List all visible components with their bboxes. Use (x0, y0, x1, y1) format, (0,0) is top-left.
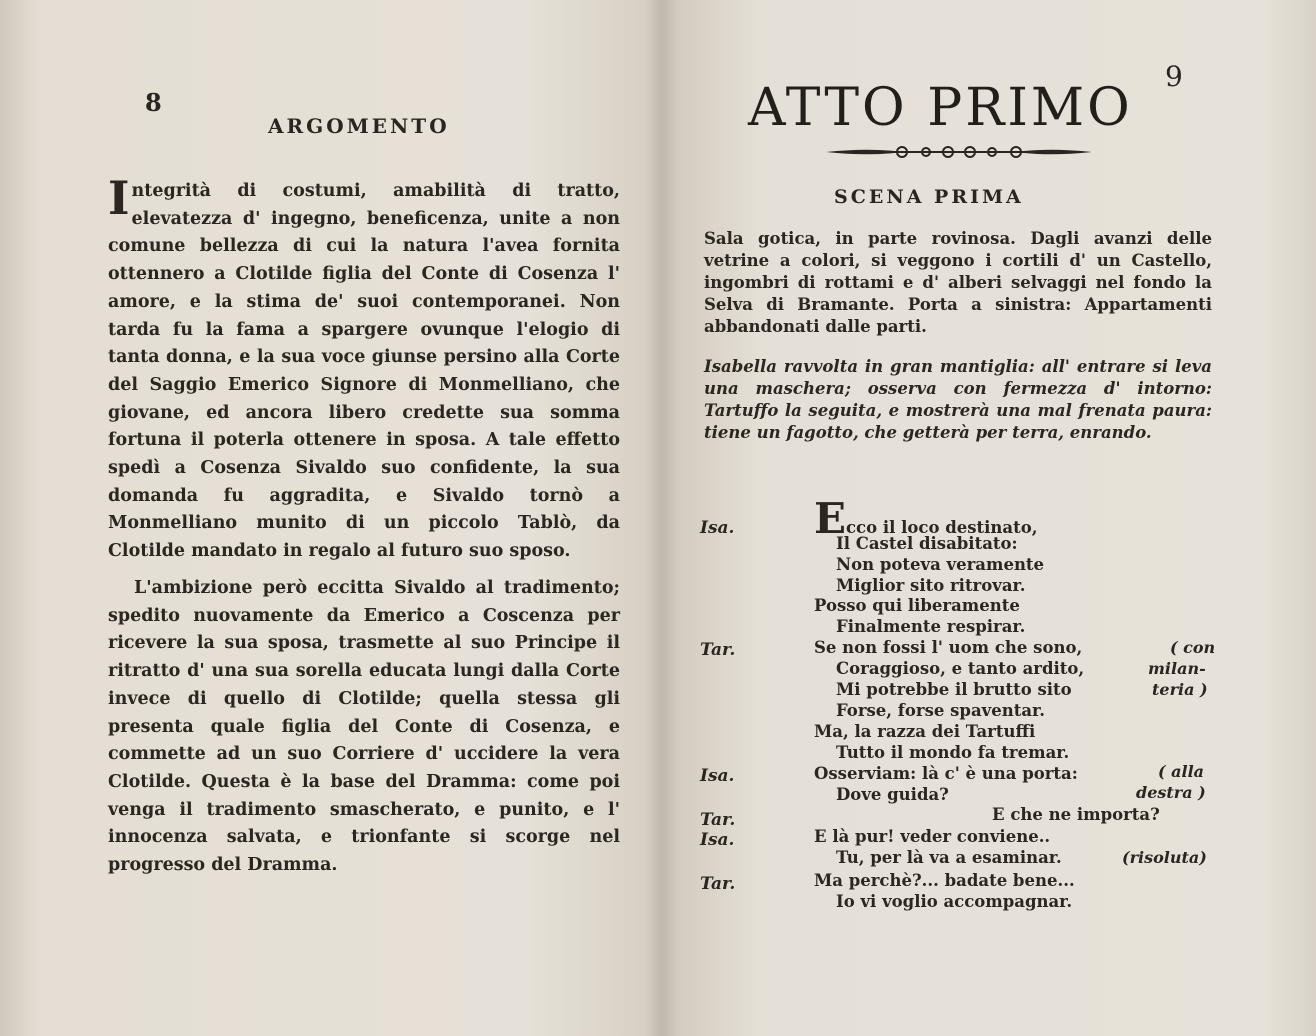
argomento-paragraph-1 (108, 171, 620, 566)
ornament-divider (824, 140, 1094, 164)
right-page-number: 9 (1165, 60, 1183, 93)
speaker-label: Tar. (700, 810, 736, 830)
left-page-number: 8 (145, 88, 162, 117)
stage-note: Isabella ravvolta in gran mantiglia: all' entrare si leva una maschera; osserva con fermezza d' intorno: Tartuffo la seguita, e mostrerà una mal frenata paura: tiene un fagotto, che getterà per terra, enrando. (704, 357, 1212, 442)
verse-line: E che ne importa? (992, 805, 1160, 824)
scene-title: SCENA PRIMA (834, 186, 1024, 208)
stage-direction: ( alla (1158, 762, 1205, 781)
verse-line: Finalmente respirar. (836, 617, 1026, 636)
argomento-heading: ARGOMENTO (268, 114, 450, 138)
argomento-paragraph-2: L'ambizione però eccitta Sivaldo al tradimento; spedito nuovamente da Emerico a Coscenza per ricevere la sua sposa, trasmette al suo Principe il ritratto d' una sua sorella educata lungi dalla Corte invece di quello di Clotilde; quella stessa gli presenta quale figlia del Conte di Cosenza, e commette ad un suo Corriere d' uccidere la vera Clotilde. Questa è la base del Dramma: come poi venga il tradimento smascherato, e punito, e l' innocenza salvata, e trionfante si scorge nel progresso del Dramma. (108, 578, 620, 876)
right-page (660, 0, 1316, 1036)
verse-line: Mi potrebbe il brutto sito (836, 680, 1072, 699)
verse-line: Posso qui liberamente (814, 596, 1020, 615)
verse-line: Osserviam: là c' è una porta: (814, 764, 1078, 783)
verse-line: Se non fossi l' uom che sono, (814, 638, 1083, 657)
verse-line: Forse, forse spaventar. (836, 701, 1045, 720)
stage-direction: (risoluta) (1122, 848, 1207, 867)
verse-line: Tu, per là va a esaminar. (836, 848, 1062, 867)
verse-line: Ma perchè?... badate bene... (814, 871, 1075, 890)
verse-line: Io vi voglio accompagnar. (836, 892, 1073, 911)
verse-line: Tutto il mondo fa tremar. (836, 743, 1070, 762)
scene-setting: Sala gotica, in parte rovinosa. Dagli avanzi delle vetrine a colori, si veggono i cortili d' un Castello, ingombri di rottami e d' alberi selvaggi nel fondo la Selva di Bramante. Porta a sinistra: Appartamenti abbandonati dalle parti. (704, 229, 1212, 336)
verse-line: Ma, la razza dei Tartuffi (814, 722, 1036, 741)
speaker-label: Isa. (700, 518, 735, 538)
stage-direction: ( con (1170, 638, 1216, 657)
verse-block (700, 492, 1260, 932)
verse-line: Coraggioso, e tanto ardito, (836, 659, 1085, 678)
stage-direction: milan- (1148, 659, 1206, 678)
verse-line: Il Castel disabitato: (836, 534, 1018, 553)
speaker-label: Isa. (700, 766, 735, 786)
speaker-label: Tar. (700, 640, 736, 660)
paragraph-1-text: ntegrità di costumi, amabilità di tratto, elevatezza d' ingegno, beneficenza, unite a non comune bellezza di cui la natura l'avea fornita ottennero a Clotilde figlia del Conte di Cosenza l' amore, e la stima de' suoi contemporanei. Non tarda fu la fama a spargere ovunque l'elogio di tanta donna, e la sua voce giunse persino alla Corte del Saggio Emerico Signore di Monmelliano, che giovane, ed ancora libero credette sua somma fortuna il poterla ottenere in sposa. A tale effetto spedì a Cosenza Sivaldo suo confidente, la sua domanda fu aggradita, e Sivaldo tornò a Monmelliano munito di un piccolo Tablò, da Clotilde mandato in regalo al futuro suo sposo. (108, 181, 620, 562)
verse-line: Miglior sito ritrovar. (836, 576, 1026, 595)
act-title: ATTO PRIMO (748, 78, 1133, 138)
drop-cap: I (108, 171, 130, 225)
verse-drop-cap: E (814, 494, 847, 543)
speaker-label: Isa. (700, 830, 735, 850)
speaker-label: Tar. (700, 874, 736, 894)
stage-direction: teria ) (1152, 680, 1208, 699)
verse-line: Non poteva veramente (836, 555, 1045, 574)
verse-line: Ecco il loco destinato, (814, 494, 1038, 543)
verse-line: Dove guida? (836, 785, 949, 804)
stage-direction: destra ) (1136, 783, 1206, 802)
verse-line: E là pur! veder conviene.. (814, 827, 1051, 846)
